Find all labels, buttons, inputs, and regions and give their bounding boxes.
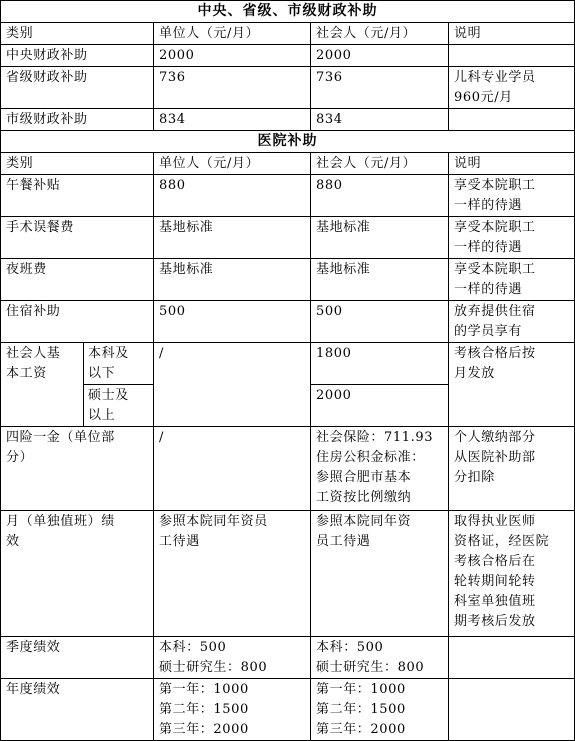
row-social: 第一年：1000 第二年：1500 第三年：2000 [311,679,449,741]
table-row [1,343,575,385]
table-row [1,109,575,131]
basic-wage-label: 社会人基 本工资 [1,343,84,427]
row-note: 享受本院职工 一样的待遇 [449,259,575,301]
table-row [1,679,575,741]
table-header-row [1,153,575,175]
row-unit: 本科：500 硕士研究生：800 [154,637,311,679]
row-social: 2000 [311,45,449,67]
header-unit: 单位人（元/月） [154,23,311,45]
header-category: 类别 [1,153,154,175]
header-social: 社会人（元/月） [311,23,449,45]
row-unit: / [154,427,311,511]
row-unit: 736 [154,67,311,109]
table-row [1,217,575,259]
table-row [1,427,575,511]
row-category: 市级财政补助 [1,109,154,131]
section-title-finance: 中央、省级、市级财政补助 [1,1,575,23]
row-category: 省级财政补助 [1,67,154,109]
basic-wage-social: 1800 [311,343,449,385]
basic-wage-unit: / [154,343,311,427]
header-unit: 单位人（元/月） [154,153,311,175]
row-note: 享受本院职工 一样的待遇 [449,217,575,259]
row-unit: 第一年：1000 第二年：1500 第三年：2000 [154,679,311,741]
row-social: 基地标准 [311,217,449,259]
section-title-hospital: 医院补助 [1,131,575,153]
row-note [449,637,575,679]
table-row [1,259,575,301]
row-social: 基地标准 [311,259,449,301]
row-category: 月（单独值班）绩 效 [1,511,154,637]
basic-wage-sub-label: 硕士及 以上 [84,385,154,427]
row-unit: 834 [154,109,311,131]
section-title-row [1,1,575,23]
row-unit: 880 [154,175,311,217]
row-unit: 基地标准 [154,217,311,259]
row-unit: 参照本院同年资员 工待遇 [154,511,311,637]
row-note: 放弃提供住宿 的学员享有 [449,301,575,343]
header-note: 说明 [449,153,575,175]
header-note: 说明 [449,23,575,45]
header-category: 类别 [1,23,154,45]
table-row [1,511,575,637]
row-category: 住宿补助 [1,301,154,343]
table-row [1,175,575,217]
row-category: 年度绩效 [1,679,154,741]
header-social: 社会人（元/月） [311,153,449,175]
table-row [1,67,575,109]
row-note: 取得执业医师 资格证，经医院 考核合格后在 轮转期间轮转 科室单独值班 期考核后发放 [449,511,575,637]
row-note: 儿科专业学员 960元/月 [449,67,575,109]
row-unit: 2000 [154,45,311,67]
row-category: 夜班费 [1,259,154,301]
row-note: 享受本院职工 一样的待遇 [449,175,575,217]
row-category: 季度绩效 [1,637,154,679]
row-social: 社会保险：711.93 住房公积金标准： 参照合肥市基本 工资按比例缴纳 [311,427,449,511]
table-row [1,45,575,67]
row-unit: 基地标准 [154,259,311,301]
row-unit: 500 [154,301,311,343]
row-social: 500 [311,301,449,343]
row-note: 个人缴纳部分 从医院补助部 分扣除 [449,427,575,511]
row-social: 本科：500 硕士研究生：800 [311,637,449,679]
table-row [1,637,575,679]
row-category: 手术误餐费 [1,217,154,259]
row-note [449,45,575,67]
row-category: 四险一金（单位部 分） [1,427,154,511]
section-title-row [1,131,575,153]
table-header-row [1,23,575,45]
basic-wage-note: 考核合格后按 月发放 [449,343,575,427]
row-note [449,109,575,131]
row-category: 中央财政补助 [1,45,154,67]
row-social: 880 [311,175,449,217]
row-category: 午餐补贴 [1,175,154,217]
basic-wage-sub-label: 本科及 以下 [84,343,154,385]
basic-wage-social: 2000 [311,385,449,427]
row-social: 参照本院同年资 员工待遇 [311,511,449,637]
row-note [449,679,575,741]
table-row [1,301,575,343]
row-social: 736 [311,67,449,109]
row-social: 834 [311,109,449,131]
